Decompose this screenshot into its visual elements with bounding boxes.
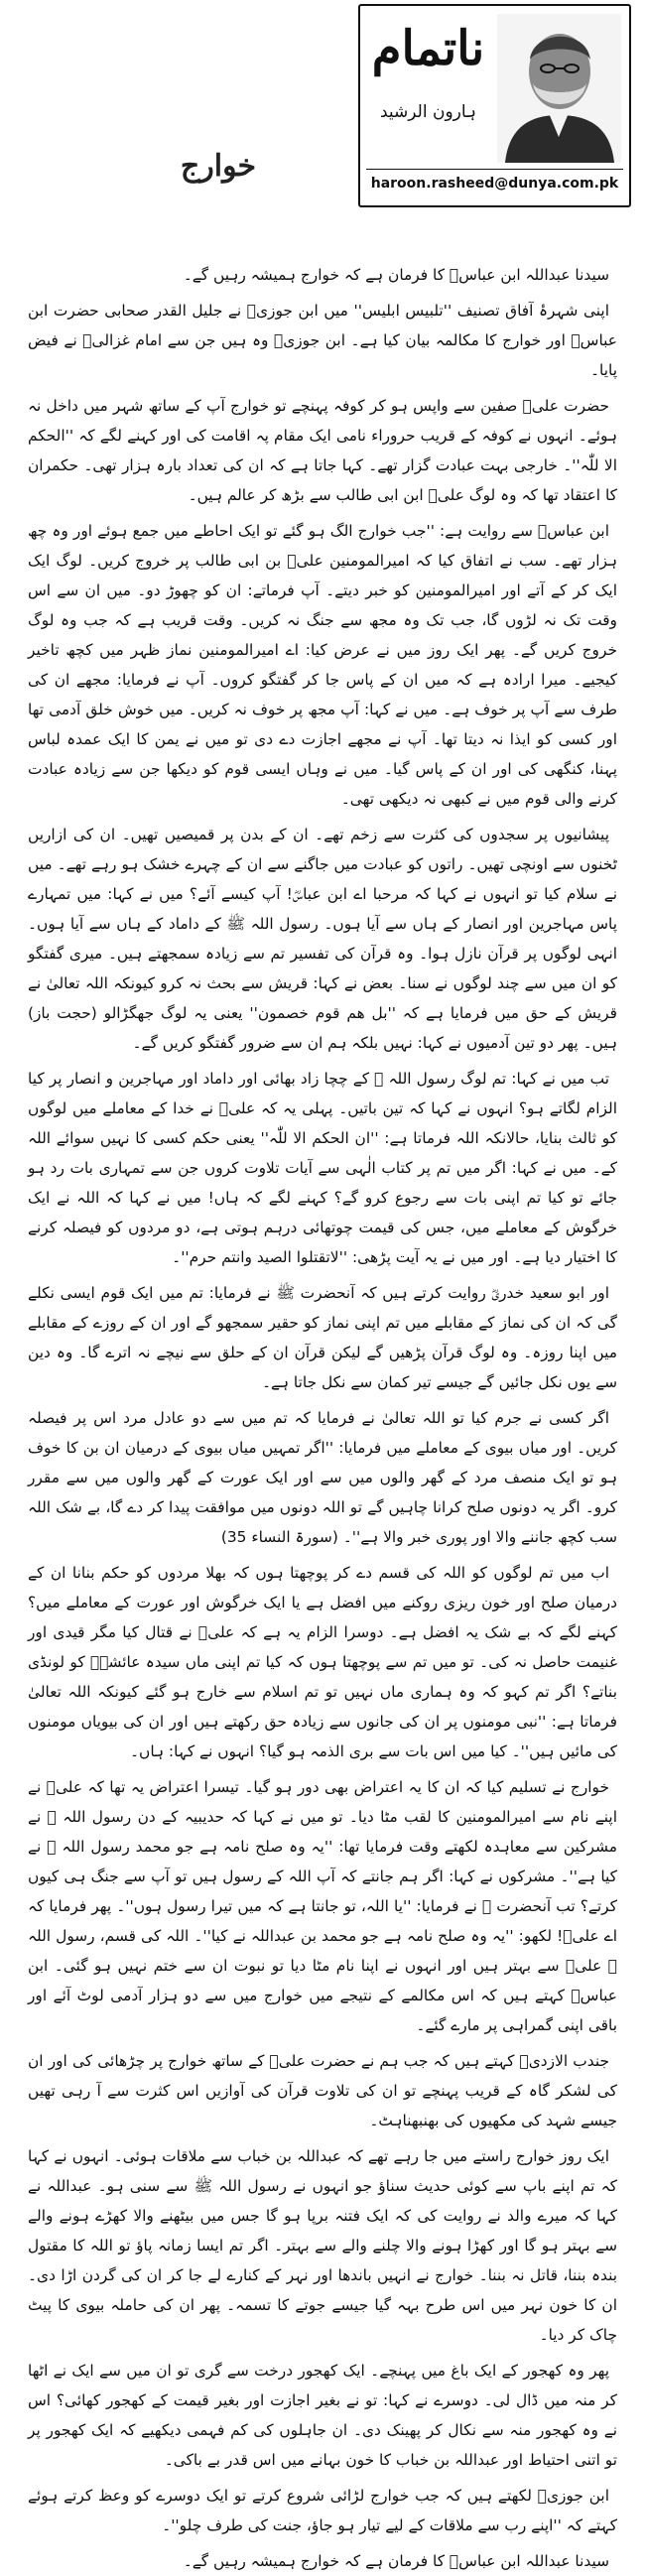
author-email: haroon.rasheed@dunya.com.pk [366, 169, 623, 197]
article-paragraph: ابن جوزیؒ لکھتے ہیں کہ جب خوارج لڑائی شروع کرتے تو ایک دوسرے کو وعظ کرتے ہوئے کہتے کہ ''اپنے رب سے ملاقات کے لیے تیار ہو جاؤ، جنت کی طرف چلو''۔ [28, 2487, 617, 2534]
article-paragraph: ابن عباسؓ سے روایت ہے: ''جب خوارج الگ ہو گئے تو ایک احاطے میں جمع ہوئے اور وہ چھ ہزار تھے۔ سب نے اتفاق کیا کہ امیرالمومنین علیؓ بن ابی طالب پر خروج کریں۔ لوگ ایک ایک کر کے آتے اور امیرالمومنین کو خبر دیتے۔ آپ فرماتے: ان کو چھوڑ دو۔ میں ان سے اس وقت تک نہ لڑوں گا، جب تک وہ مجھ سے جنگ نہ کریں۔ وقت قریب ہے کہ جب وہ لوگ خروج کریں گے۔ پھر ایک روز میں نے عرض کیا: اے امیرالمومنین نماز ظہر میں کچھ تاخیر کیجیے۔ میرا ارادہ ہے کہ میں ان کے پاس جا کر گفتگو کروں۔ آپ نے فرمایا: مجھے ان کی طرف سے آپ پر خوف ہے۔ میں نے کہا: آپ مجھ پر خوف نہ کریں۔ میں خوش خلق آدمی تھا اور کسی کو ایذا نہ دیتا تھا۔ آپ نے مجھے اجازت دے دی تو میں نے یمن کا ایک عمدہ لباس پہنا، کنگھی کی اور ان کے پاس گیا۔ میں نے وہاں ایسی قوم کو دیکھا جن سے زیادہ عبادت کرنے والی قوم میں نے کبھی نہ دیکھی تھی۔ [28, 522, 617, 808]
article-paragraph: پیشانیوں پر سجدوں کی کثرت سے زخم تھے۔ ان کے بدن پر قمیصیں تھیں۔ ان کی ازاریں ٹخنوں سے اونچی تھیں۔ راتوں کو عبادت میں جاگنے سے ان کے چہرے خشک ہو رہے تھے۔ میں نے سلام کیا تو انہوں نے کہا کہ مرحبا اے ابن عباسؓ! آپ کیسے آئے؟ میں نے کہا: میں تمہارے پاس مہاجرین اور انصار کے ہاں سے آیا ہوں۔ رسول اللہ ﷺ کے داماد کے ہاں سے آیا ہوں۔ انہی لوگوں پر قرآن نازل ہوا۔ وہ قرآن کی تفسیر تم سے زیادہ سمجھتے ہیں۔ میری گفتگو کو ان میں سے چند لوگوں نے سنا۔ بعض نے کہا: قریش سے بحث نہ کرو کیونکہ اللہ تعالیٰ نے قریش کے حق میں فرمایا ہے کہ ''بل ھم قوم خصمون'' یعنی یہ لوگ جھگڑالو (حجت باز) ہیں۔ پھر دو تین آدمیوں نے کہا: نہیں بلکہ ہم ان سے ضرور گفتگو کریں گے۔ [28, 826, 617, 1052]
article-paragraph: اور ابو سعید خدریؓ روایت کرتے ہیں کہ آنحضرت ﷺ نے فرمایا: تم میں ایک قوم ایسی نکلے گی کہ ان کی نماز کے مقابلے میں تم اپنی نماز کو حقیر سمجھو گے اور ان کے روزے کے مقابلے میں اپنا روزہ۔ وہ لوگ قرآن پڑھیں گے لیکن قرآن ان کے حلق سے نیچے نہ اترے گا۔ وہ دین سے یوں نکل جائیں گے جیسے تیر کمان سے نکل جاتا ہے۔ [28, 1284, 617, 1391]
article-paragraph: پھر وہ کھجور کے ایک باغ میں پہنچے۔ ایک کھجور درخت سے گری تو ان میں سے ایک نے اٹھا کر منہ میں ڈال لی۔ دوسرے نے کہا: تو نے بغیر اجازت اور بغیر قیمت کے کھجور کھائی؟ اس نے وہ کھجور منہ سے نکال کر پھینک دی۔ ان جاہلوں کی کم فہمی دیکھیے کہ ایک کھجور پر تو اتنی احتیاط اور عبداللہ بن خباب کا خون بہانے میں اس قدر بے باکی۔ [28, 2362, 617, 2469]
article-paragraph: اب میں تم لوگوں کو اللہ کی قسم دے کر پوچھتا ہوں کہ بھلا مردوں کو حکم بنانا ان کے درمیان صلح اور خون ریزی روکنے میں افضل ہے یا ایک خرگوش اور عورت کے معاملے میں؟ کہنے لگے کہ بے شک یہ افضل ہے۔ دوسرا الزام یہ ہے کہ علیؓ نے قتال کیا مگر قیدی اور غنیمت حاصل نہ کی۔ تو میں تم سے پوچھتا ہوں کہ کیا تم اپنی ماں سیدہ عائشہؓ کو لونڈی بناتے؟ اگر تم کہو کہ وہ ہماری ماں نہیں تو تم اسلام سے خارج ہو گئے کیونکہ اللہ تعالیٰ فرماتا ہے: ''نبی مومنوں پر ان کی جانوں سے زیادہ حق رکھتے ہیں اور ان کی بیویاں مومنوں کی مائیں ہیں''۔ کیا میں اس بات سے بری الذمہ ہو گیا؟ انہوں نے کہا: ہاں۔ [28, 1564, 617, 1760]
article-paragraph: تب میں نے کہا: تم لوگ رسول اللہ ﷺ کے چچا زاد بھائی اور داماد اور مہاجرین و انصار پر کیا الزام لگاتے ہو؟ انہوں نے کہا کہ تین باتیں۔ پہلی یہ کہ علیؓ نے خدا کے معاملے میں لوگوں کو ثالث بنایا، حالانکہ اللہ فرماتا ہے: ''ان الحکم الا للّٰہ'' یعنی حکم کسی کا نہیں سوائے اللہ کے۔ میں نے کہا: اگر میں تم پر کتاب الٰہی سے آیات تلاوت کروں جن سے تمہاری بات رد ہو جائے تو کیا تم اپنی بات سے رجوع کرو گے؟ کہنے لگے کہ ہاں! میں نے کہا کہ اللہ نے ایک خرگوش کے معاملے میں، جس کی قیمت چوتھائی درہم ہوتی ہے، دو مردوں کو فیصلہ کرنے کا اختیار دیا ہے۔ اور میں نے یہ آیت پڑھی: ''لاتقتلوا الصید وانتم حرم''۔ [28, 1070, 617, 1266]
column-masthead [358, 4, 631, 207]
article-paragraph: حضرت علیؓ صفین سے واپس ہو کر کوفہ پہنچے تو خوارج آپ کے ساتھ شہر میں داخل نہ ہوئے۔ انہوں نے کوفہ کے قریب حروراء نامی ایک مقام پہ اقامت کی اور کہنے لگے کہ ''الحکم الا للّٰہ''۔ خارجی بہت عبادت گزار تھے۔ کہا جاتا ہے کہ ان کی تعداد بارہ ہزار تھی۔ حکمران کا اعتقاد تھا کہ وہ لوگ علیؓ ابن ابی طالب سے بڑھ کر عالم ہیں۔ [28, 397, 617, 504]
article-paragraph: جندب الازدیؓ کہتے ہیں کہ جب ہم نے حضرت علیؓ کے ساتھ خوارج پر چڑھائی کی اور ان کی لشکر گاہ کے قریب پہنچے تو ان کی تلاوت قرآن کی آوازیں اس کثرت سے آ رہی تھیں جیسے شہد کی مکھیوں کی بھنبھناہٹ۔ [28, 2052, 617, 2129]
article-paragraph: سیدنا عبداللہ ابن عباسؓ کا فرمان ہے کہ خوارج ہمیشہ رہیں گے۔ [183, 2552, 609, 2570]
author-name: ہارون الرشید [379, 102, 477, 122]
article-title: خوارج [180, 149, 257, 184]
article-paragraph: اپنی شہرۂ آفاق تصنیف ''تلبیس ابلیس'' میں ابن جوزیؒ نے جلیل القدر صحابی حضرت ابن عباسؓ اور خوارج کا مکالمہ بیان کیا ہے۔ ابن جوزیؒ وہ ہیں جن سے امام غزالیؒ نے فیض پایا۔ [28, 302, 617, 379]
article-paragraph: ایک روز خوارج راستے میں جا رہے تھے کہ عبداللہ بن خباب سے ملاقات ہوئی۔ انہوں نے کہا کہ تم اپنے باپ سے کوئی حدیث سناؤ جو انہوں نے رسول اللہ ﷺ سے سنی ہو۔ عبداللہ نے کہا کہ میرے والد نے روایت کی کہ ایک فتنہ برپا ہو گا جس میں بیٹھنے والا کھڑے ہونے والے سے بہتر ہو گا اور کھڑا ہونے والا چلنے والے سے بہتر۔ اگر تم ایسا زمانہ پاؤ تو اللہ کا مقتول بندہ بننا، قاتل نہ بننا۔ خوارج نے انہیں باندھا اور نہر کے کنارے لے جا کر ان کی گردن اڑا دی۔ ان کا خون نہر میں اس طرح بہہ گیا جیسے جوتے کا تسمہ۔ پھر ان کی حاملہ بیوی کا پیٹ چاک کر دیا۔ [28, 2147, 617, 2344]
column-header [0, 0, 645, 248]
author-portrait [497, 14, 621, 163]
article-body [28, 260, 617, 2570]
article-paragraph: خوارج نے تسلیم کیا کہ ان کا یہ اعتراض بھی دور ہو گیا۔ تیسرا اعتراض یہ تھا کہ علیؓ نے اپنے نام سے امیرالمومنین کا لقب مٹا دیا۔ تو میں نے کہا کہ حدیبیہ کے دن رسول اللہ ﷺ نے مشرکین سے معاہدہ لکھتے وقت فرمایا تھا: ''یہ وہ صلح نامہ ہے جو محمد رسول اللہ ﷺ نے کیا ہے''۔ مشرکوں نے کہا: اگر ہم جانتے کہ آپ اللہ کے رسول ہیں تو آپ سے جنگ ہی کیوں کرتے؟ تب آنحضرت ﷺ نے فرمایا: ''یا اللہ، تو جانتا ہے کہ میں تیرا رسول ہوں''۔ پھر فرمایا کہ اے علیؓ! لکھو: ''یہ وہ صلح نامہ ہے جو محمد بن عبداللہ نے کیا''۔ اللہ کی قسم، رسول اللہ ﷺ علیؓ سے بہتر ہیں اور انہوں نے اپنا نام مٹا دیا تو نبوت ان سے ختم نہیں ہو گئی۔ ابن عباسؓ کہتے ہیں کہ اس مکالمے کے نتیجے میں خوارج میں سے دو ہزار آدمی لوٹ آئے اور باقی اپنی گمراہی پر مارے گئے۔ [28, 1778, 617, 2034]
article-paragraph: اگر کسی نے جرم کیا تو اللہ تعالیٰ نے فرمایا کہ تم میں سے دو عادل مرد اس پر فیصلہ کریں۔ اور میاں بیوی کے معاملے میں فرمایا: ''اگر تمہیں میاں بیوی کے درمیان ان بن کا خوف ہو تو ایک منصف مرد کے گھر والوں میں سے اور ایک عورت کے گھر والوں میں سے مقرر کرو۔ اگر یہ دونوں صلح کرانا چاہیں گے تو اللہ دونوں میں موافقت پیدا کر دے گا، بے شک اللہ سب کچھ جاننے والا اور پوری خبر والا ہے''۔ (سورۃ النساء 35) [28, 1409, 617, 1546]
article-paragraph: سیدنا عبداللہ ابن عباسؓ کا فرمان ہے کہ خوارج ہمیشہ رہیں گے۔ [183, 266, 609, 284]
column-brand-name: ناتمام [371, 21, 485, 76]
